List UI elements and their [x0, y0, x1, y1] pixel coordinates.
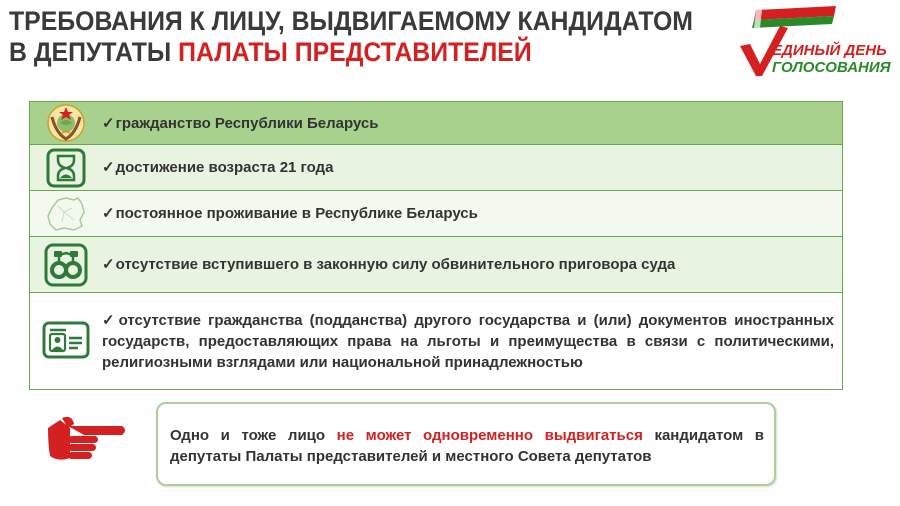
- handcuffs-icon: [44, 243, 88, 287]
- requirement-text-value: достижение возраста 21 года: [115, 159, 334, 176]
- page-title: [9, 6, 693, 68]
- requirement-text-value: гражданство Республики Беларусь: [115, 114, 379, 132]
- check-mark-icon: ✓: [102, 256, 115, 273]
- requirement-row-age: [29, 145, 843, 191]
- note-text-highlight: не может одновременно выдвигаться: [336, 427, 643, 444]
- requirement-text-value: постоянное проживание в Республике Беларусь: [115, 205, 478, 222]
- pointing-hand-icon: [44, 414, 128, 466]
- requirement-row-no-conviction: [29, 237, 843, 293]
- requirement-text: [102, 113, 386, 134]
- title-line-1: ТРЕБОВАНИЯ К ЛИЦУ, ВЫДВИГАЕМОМУ КАНДИДАТОМ: [9, 6, 694, 36]
- note-text-part-1: Одно и тоже лицо: [170, 427, 337, 444]
- title-line-2-start: В ДЕПУТАТЫ: [9, 37, 179, 67]
- note-text-part-2: кандидатом в депутаты Палаты представителей и местного Совета депутатов: [170, 427, 764, 465]
- check-mark-icon: ✓: [102, 159, 115, 176]
- requirement-text: [102, 254, 683, 275]
- requirement-text: [102, 203, 486, 224]
- note-box: [156, 402, 776, 486]
- check-mark-icon: ✓: [102, 114, 115, 132]
- logo-text-line-2: ГОЛОСОВАНИЯ: [772, 59, 891, 76]
- requirement-row-no-foreign-citizenship: [29, 293, 843, 390]
- requirement-text-value: отсутствие гражданства (подданства) другого государства и (или) документов иностранных государств, предоставляющих права на льготы и преимущества в связи с политическими, религиозными взглядами или национальной принадлежностью: [102, 311, 834, 371]
- election-day-logo: [736, 6, 891, 86]
- requirement-row-citizenship: [29, 101, 843, 145]
- check-mark-icon: ✓: [102, 311, 118, 329]
- check-mark-icon: ✓: [102, 205, 115, 222]
- requirements-table: [29, 101, 843, 390]
- requirement-text: [102, 157, 341, 178]
- coat-of-arms-icon: [46, 103, 86, 143]
- logo-text-line-1: ЕДИНЫЙ ДЕНЬ: [772, 42, 887, 59]
- requirement-text-value: отсутствие вступившего в законную силу обвинительного приговора суда: [115, 256, 676, 273]
- title-line-2: [9, 37, 693, 68]
- requirement-text: [102, 310, 842, 373]
- note-text: [170, 425, 764, 467]
- id-card-icon: [42, 321, 90, 361]
- requirement-row-residence: [29, 191, 843, 237]
- hourglass-icon: [46, 148, 86, 188]
- belarus-map-icon: [44, 194, 88, 234]
- title-line-2-highlight: ПАЛАТЫ ПРЕДСТАВИТЕЛЕЙ: [178, 37, 532, 67]
